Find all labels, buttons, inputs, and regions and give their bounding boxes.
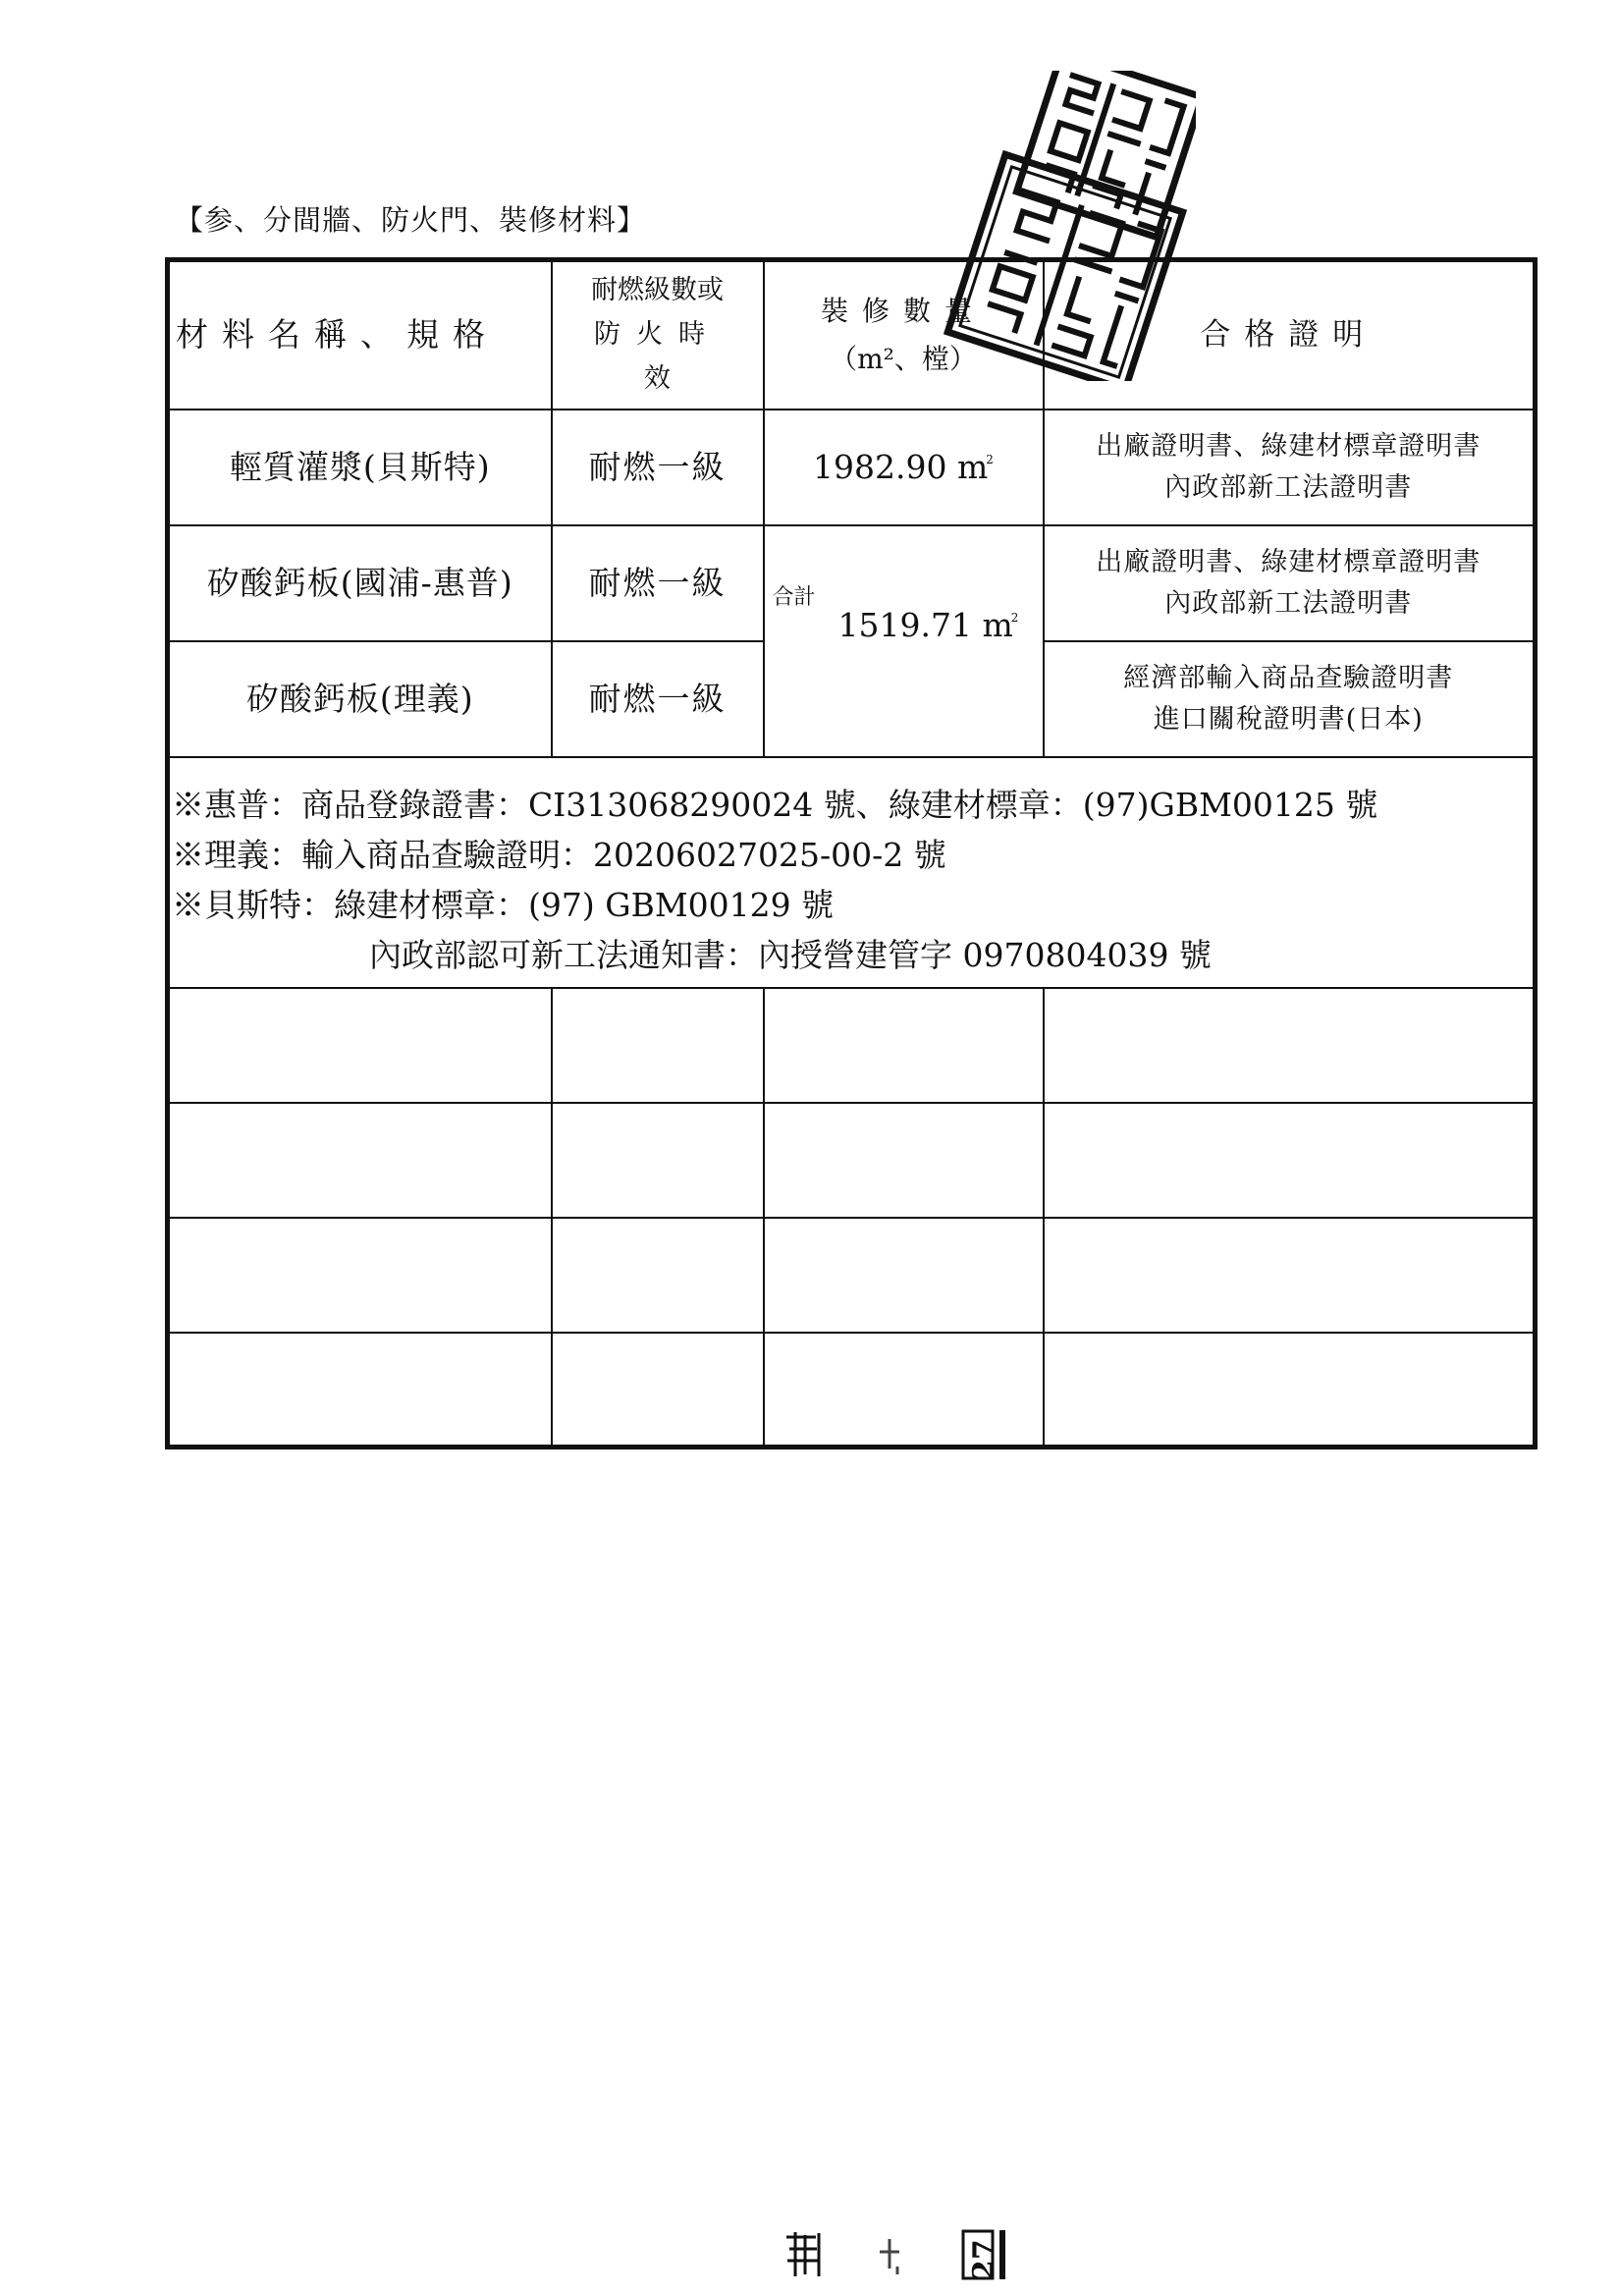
empty-cell bbox=[168, 1103, 552, 1218]
empty-cell bbox=[552, 1103, 764, 1218]
row3-material-name: 矽酸鈣板(理義) bbox=[168, 641, 552, 757]
row1-fire-rating: 耐燃一級 bbox=[552, 410, 764, 525]
unit-superscript: 2 bbox=[1010, 610, 1019, 625]
row2-material-name: 矽酸鈣板(國浦-惠普) bbox=[168, 525, 552, 641]
row3-certificate bbox=[1044, 641, 1536, 757]
empty-cell bbox=[1044, 988, 1536, 1103]
row2-cert-line1: 出廠證明書、綠建材標章證明書 bbox=[1096, 546, 1482, 577]
notes-row bbox=[168, 757, 1536, 988]
official-seal-stamp bbox=[943, 71, 1196, 381]
empty-cell bbox=[552, 988, 764, 1103]
empty-cell bbox=[1044, 1218, 1536, 1333]
notes-cell bbox=[168, 757, 1536, 988]
row1-material-name: 輕質灌漿(貝斯特) bbox=[168, 410, 552, 525]
header-certificate: 合格證明 bbox=[1044, 260, 1536, 410]
row1-certificate bbox=[1044, 410, 1536, 525]
row3-cert-line2: 進口關稅證明書(日本) bbox=[1153, 703, 1424, 735]
empty-row bbox=[168, 988, 1536, 1103]
unit-superscript: 2 bbox=[986, 452, 994, 466]
empty-cell bbox=[764, 988, 1044, 1103]
table-header-row bbox=[168, 260, 1536, 410]
empty-cell bbox=[552, 1333, 764, 1448]
note-line-3: ※貝斯特：綠建材標章：(97) GBM00129 號 bbox=[172, 885, 835, 924]
merged-quantity-value: 1519.71 m bbox=[837, 605, 1013, 644]
header-fire-rating bbox=[552, 260, 764, 410]
empty-cell bbox=[168, 1218, 552, 1333]
header-material-name: 材料名稱、規格 bbox=[168, 260, 552, 410]
row1-cert-line1: 出廠證明書、綠建材標章證明書 bbox=[1096, 430, 1482, 462]
merged-quantity-value-wrap bbox=[838, 602, 1019, 649]
empty-row bbox=[168, 1333, 1536, 1448]
header-qty-line2: （m²、樘） bbox=[830, 343, 977, 376]
empty-cell bbox=[764, 1218, 1044, 1333]
note-line-4: 內政部認可新工法通知書：內授營建管字 0970804039 號 bbox=[369, 935, 1212, 974]
section-title: 【参、分間牆、防火門、裝修材料】 bbox=[175, 203, 647, 237]
empty-cell bbox=[1044, 1103, 1536, 1218]
row2-fire-rating: 耐燃一級 bbox=[552, 525, 764, 641]
row3-cert-line1: 經濟部輸入商品查驗證明書 bbox=[1123, 662, 1454, 693]
materials-table bbox=[165, 257, 1537, 1449]
empty-cell bbox=[764, 1333, 1044, 1448]
page-number: 27 bbox=[967, 2239, 1001, 2280]
row2-cert-line2: 內政部新工法證明書 bbox=[1164, 587, 1413, 619]
merged-quantity bbox=[764, 525, 1044, 757]
row3-fire-rating: 耐燃一級 bbox=[552, 641, 764, 757]
empty-row bbox=[168, 1103, 1536, 1218]
empty-row bbox=[168, 1218, 1536, 1333]
empty-cell bbox=[168, 988, 552, 1103]
empty-cell bbox=[552, 1218, 764, 1333]
header-qty-line1: 裝修數量 bbox=[820, 295, 986, 328]
table-row bbox=[168, 525, 1536, 641]
note-line-2: ※理義：輸入商品查驗證明：20206027025-00-2 號 bbox=[172, 835, 946, 874]
header-fire-line3: 效 bbox=[644, 362, 671, 394]
header-fire-line1: 耐燃級數或 bbox=[591, 275, 724, 306]
row1-cert-line2: 內政部新工法證明書 bbox=[1164, 471, 1413, 503]
empty-cell bbox=[1044, 1333, 1536, 1448]
note-line-1: ※惠普：商品登錄證書：CI313068290024 號、綠建材標章：(97)GBM00125 號 bbox=[172, 785, 1378, 824]
header-fire-line2: 防火時 bbox=[594, 318, 721, 350]
merged-quantity-label: 合計 bbox=[772, 584, 816, 610]
row2-certificate bbox=[1044, 525, 1536, 641]
row1-quantity bbox=[764, 410, 1044, 525]
empty-cell bbox=[168, 1333, 552, 1448]
table-row bbox=[168, 410, 1536, 525]
empty-cell bbox=[764, 1103, 1044, 1218]
row1-quantity-value: 1982.90 m bbox=[813, 447, 989, 486]
